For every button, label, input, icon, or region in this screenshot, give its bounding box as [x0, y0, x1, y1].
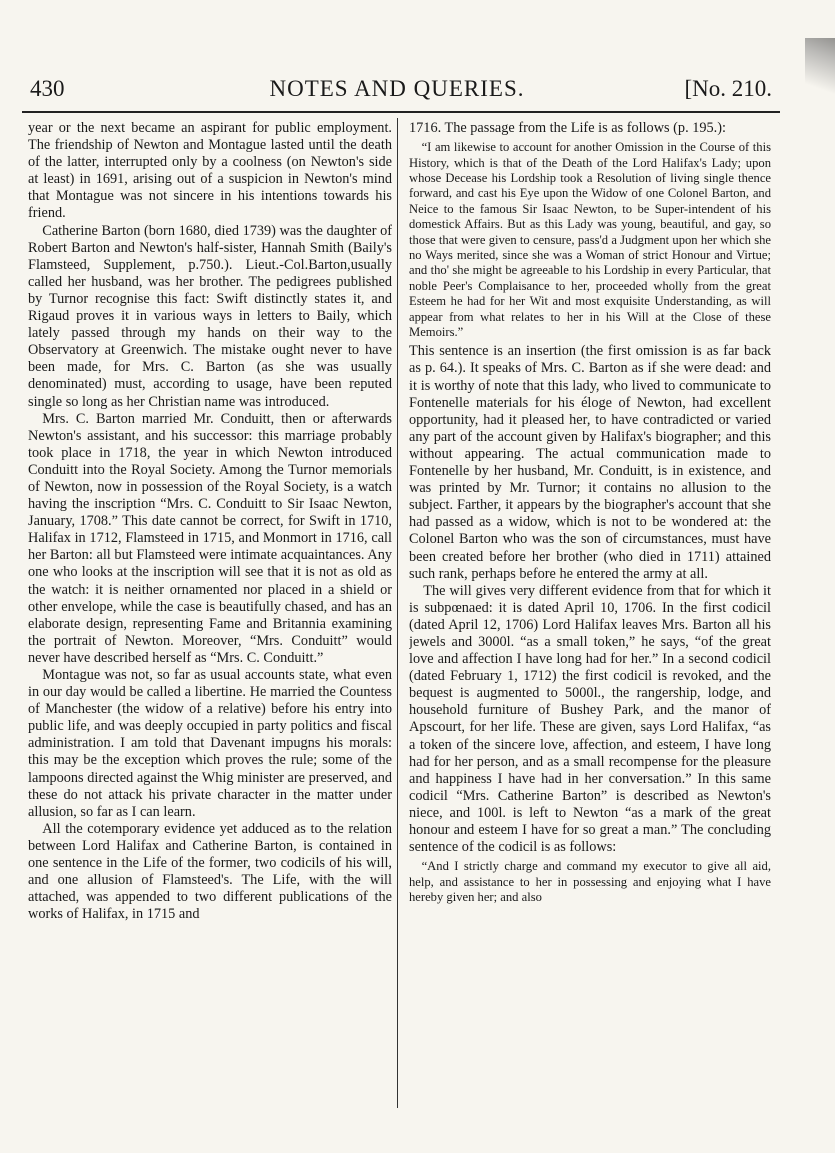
paragraph: This sentence is an insertion (the first omission is as far back as p. 64.). It speaks of Mrs. C. Barton as if she were dead: and it is worthy of note that this lady, who lived to communicate to Fontenelle materials for his éloge of Newton, had excellent opportunity, had it pleased her, to have contradicted or varied any part of the account given by Halifax's biographer; and this without appearing. The actual communication made to Fontenelle by her husband, Mr. Conduitt, is in existence, and was printed by Mr. Turnor; it contains no allusion to the subject. Farther, it appears by the biographer's account that she had passed as a widow, which is not to be wondered at: the Colonel Barton who was the son of circumstances, must have been created before her brother (who died in 1711) attained such rank, perhaps before he entered the army at all. — [409, 343, 771, 582]
paragraph: Montague was not, so far as usual accounts state, what even in our day would be called a libertine. He married the Countess of Manchester (the widow of a relative) before his entry into public life, and was deeply occupied in party politics and fiscal administration. I am told that Davenant impugns his morals: this may be the exception which proves the rule; some of the lampoons directed against the Whig minister are preserved, and these do not attack his private character in the matter under allusion, so far as I can learn. — [28, 667, 392, 820]
paragraph: year or the next became an aspirant for public employment. The friendship of Newton and Montague lasted until the death of the latter, interrupted only by a coolness (on Newton's side at least) in 1691, arising out of a suspicion in Newton's mind that Montague was not sincere in his intentions towards his friend. — [28, 120, 392, 222]
page-number: 430 — [30, 76, 65, 101]
column-divider — [397, 118, 398, 1108]
block-quote — [409, 859, 771, 905]
header-rule — [22, 111, 780, 113]
paragraph: Catherine Barton (born 1680, died 1739) was the daughter of Robert Barton and Newton's half-sister, Hannah Smith (Baily's Flamsteed, Supplement, p.750.). Lieut.-Col.Barton,usually called her husband, was her brother. The pedigrees published by Turnor recognise this fact: Swift distinctly states it, and Rigaud proves it in various ways in letters to Baily, which lately passed through my hands on their way to the Observatory at Greenwich. The mistake ought never to have been made, for Mrs. C. Barton (as she was usually denominated) must, according to usage, have been reputed single so long as her Christian name was introduced. — [28, 222, 392, 410]
running-header — [22, 74, 772, 108]
quote-text: “And I strictly charge and command my executor to give all aid, help, and assistance to her in possessing and enjoying what I have hereby given her; and also — [409, 859, 771, 904]
journal-title: NOTES AND QUERIES. — [269, 76, 525, 101]
paragraph: The will gives very different evidence from that for which it is subpœnaed: it is dated April 10, 1706. In the first codicil (dated April 12, 1706) Lord Halifax leaves Mrs. Barton all his jewels and 3000l. “as a small token,” he says, “of the great love and affection I have long had for her.” In a second codicil (dated February 1, 1712) the first codicil is revoked, and the bequest is augmented to 5000l., the rangership, lodge, and household furniture of Bushey Park, and the manor of Apscourt, for her life. These are given, says Lord Halifax, “as a token of the sincere love, affection, and esteem, I have long had for her person, and as a small recompense for the pleasure and happiness I have had in her conversation.” In this same codicil “Mrs. Catherine Barton” is described as Newton's niece, and 100l. is left to Newton “as a mark of the great honour and esteem I have for so great a man.” The concluding sentence of the codicil is as follows: — [409, 582, 771, 856]
right-column — [409, 120, 771, 1115]
quote-text: “I am likewise to account for another Omission in the Course of this History, which is that of the Death of the Lord Halifax's Lady; upon whose Decease his Lordship took a Resolution of living single thence forward, and cast his Eye upon the Widow of one Colonel Barton, and Neice to the famous Sir Isaac Newton, to be Super-intendent of his domestick Affairs. But as this Lady was young, beautiful, and gay, so those that were given to censure, pass'd a Judgment upon her which she no Ways merited, since she was a Woman of strict Honour and Virtue; and tho' she might be agreeable to his Lordship in every Particular, that noble Peer's Complaisance to her, proceeded wholly from the great Esteem he had for her Wit and most exquisite Understanding, as will appear from what relates to her in his Will at the Close of these Memoirs.” — [409, 140, 771, 339]
paragraph: Mrs. C. Barton married Mr. Conduitt, then or afterwards Newton's assistant, and his successor: this marriage probably took place in 1718, the year in which Newton introduced Conduitt into the Royal Society. Among the Turnor memorials of Newton, now in possession of the Royal Society, is a watch having the inscription “Mrs. C. Conduitt to Sir Isaac Newton, January, 1708.” This date cannot be correct, for Swift in 1710, Halifax in 1712, Flamsteed in 1715, and Monmort in 1716, call her Barton: all but Flamsteed were intimate acquaintances. Any one who looks at the inscription will see that it is not as old as the watch: it is neither ornamented nor placed in a shield or other envelope, while the case is beautifully chased, and has an elaborate design, representing Fame and Britannia examining the portrait of Newton. Moreover, “Mrs. Conduitt” would never have described herself as “Mrs. C. Conduitt.” — [28, 410, 392, 666]
block-quote — [409, 140, 771, 340]
page-corner-shadow — [805, 38, 835, 108]
paragraph: All the cotemporary evidence yet adduced as to the relation between Lord Halifax and Catherine Barton, is contained in one sentence in the Life of the former, two codicils of his will, and one allusion of Flamsteed's. The Life, with the will attached, was appended to two different publications of the works of Halifax, in 1715 and — [28, 820, 392, 923]
left-column — [28, 120, 392, 1110]
issue-number: [No. 210. — [684, 76, 772, 101]
paragraph: 1716. The passage from the Life is as follows (p. 195.): — [409, 120, 726, 136]
